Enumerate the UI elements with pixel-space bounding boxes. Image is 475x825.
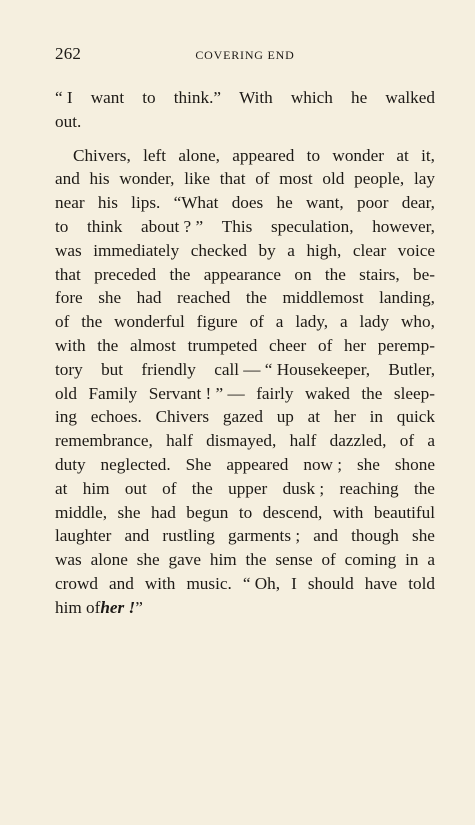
word: the <box>81 312 103 332</box>
text-line <box>55 429 435 453</box>
word: want, <box>305 193 344 213</box>
text-line <box>55 263 435 287</box>
word: garments ; <box>228 526 301 546</box>
text-line <box>55 334 435 358</box>
word: to <box>238 502 253 522</box>
word: who, <box>401 312 435 332</box>
paragraph-1 <box>55 86 435 134</box>
word: gave <box>168 550 201 570</box>
word: now ; <box>303 454 343 474</box>
word: sleep- <box>393 383 435 403</box>
last-line-after: ” <box>135 597 143 617</box>
word: old <box>322 169 345 189</box>
word: she <box>117 502 141 522</box>
word: with <box>144 573 176 593</box>
word: “What <box>173 193 219 213</box>
word: neglected. <box>100 454 171 474</box>
text-line <box>55 548 435 572</box>
word: echoes. <box>90 407 142 427</box>
word: a <box>275 312 284 332</box>
word: his <box>89 169 110 189</box>
word: walked <box>385 88 435 107</box>
word: does <box>231 193 264 213</box>
word: Servant ! ” — <box>148 383 245 403</box>
word: of <box>55 312 70 332</box>
word: about ? ” <box>141 216 204 236</box>
word: high, <box>306 240 342 260</box>
word: rustling <box>162 526 215 546</box>
word: up <box>276 407 294 427</box>
word: crowd <box>55 573 98 593</box>
word: call — “ Housekeeper, <box>214 359 371 379</box>
word: in <box>369 407 383 427</box>
word: be- <box>413 264 435 284</box>
word: that <box>219 169 246 189</box>
word: almost <box>130 335 176 355</box>
last-line-emphasis: her ! <box>100 597 136 617</box>
word: him <box>209 550 237 570</box>
word: of <box>321 550 336 570</box>
word: appeared <box>226 454 289 474</box>
word: Butler, <box>388 359 435 379</box>
word: shone <box>394 454 435 474</box>
word: sense <box>275 550 313 570</box>
word: speculation, <box>270 216 354 236</box>
word: a <box>427 431 435 451</box>
word: With <box>239 88 273 107</box>
text-line <box>55 167 435 191</box>
word: reaching <box>339 478 399 498</box>
word: she <box>98 288 122 308</box>
text-line <box>55 110 435 134</box>
word: trumpeted <box>187 335 258 355</box>
text-line <box>55 453 435 477</box>
page-number: 262 <box>55 44 82 63</box>
word: alone, <box>178 145 220 165</box>
paragraph-2-last-line <box>55 596 435 620</box>
word: near <box>55 193 85 213</box>
word: Chivers, <box>73 145 131 165</box>
word: him <box>82 478 110 498</box>
text-line <box>55 405 435 429</box>
word: Family <box>88 383 138 403</box>
word: begun <box>186 502 229 522</box>
word: with <box>55 335 86 355</box>
text-line <box>55 477 435 501</box>
word: dusk ; <box>282 478 325 498</box>
word: the <box>413 478 435 498</box>
word: dazzled, <box>329 431 387 451</box>
word: upper <box>228 478 268 498</box>
word: half <box>166 431 193 451</box>
word: but <box>101 359 124 379</box>
word: however, <box>372 216 435 236</box>
word: dear, <box>401 193 435 213</box>
word: told <box>408 573 435 593</box>
word: should <box>307 573 354 593</box>
word: immediately <box>93 240 180 260</box>
word: the <box>324 264 346 284</box>
word: of <box>162 478 177 498</box>
word: and <box>124 526 150 546</box>
word: middle, <box>55 502 108 522</box>
body-text <box>55 86 435 620</box>
word: laughter <box>55 526 112 546</box>
word: to <box>306 145 321 165</box>
word: half <box>289 431 317 451</box>
last-line-before: him of <box>55 597 101 617</box>
text-line <box>55 286 435 310</box>
word: have <box>364 573 398 593</box>
word: lips. <box>131 193 161 213</box>
text-line <box>55 501 435 525</box>
word: in <box>405 550 419 570</box>
word: beautiful <box>373 502 435 522</box>
paragraph-2-lines <box>55 144 435 596</box>
word: dismayed, <box>206 431 277 451</box>
word: voice <box>397 240 435 260</box>
word: appearance <box>203 264 282 284</box>
word: her <box>333 407 356 427</box>
word: of <box>255 169 270 189</box>
word: coming <box>344 550 397 570</box>
word: had <box>136 288 162 308</box>
word: with <box>332 502 364 522</box>
word: checked <box>190 240 248 260</box>
word: her <box>344 335 366 355</box>
word: to <box>55 216 69 236</box>
word: by <box>258 240 276 260</box>
word: friendly <box>141 359 196 379</box>
word: on <box>294 264 312 284</box>
word: lady, <box>295 312 329 332</box>
word: peremp- <box>377 335 435 355</box>
word: at <box>55 478 68 498</box>
word: the <box>361 383 383 403</box>
text-line <box>55 572 435 596</box>
word: remembrance, <box>55 431 153 451</box>
word: and <box>313 526 339 546</box>
word: gazed <box>222 407 263 427</box>
word: think <box>87 216 123 236</box>
word: “ Oh, <box>242 573 281 593</box>
word: the <box>245 550 267 570</box>
word: to <box>142 88 156 107</box>
word: of <box>399 431 415 451</box>
word: cheer <box>269 335 307 355</box>
word: that <box>55 264 81 284</box>
word: a <box>287 240 295 260</box>
word: tory <box>55 359 83 379</box>
word: a <box>427 550 435 570</box>
word: at <box>307 407 321 427</box>
word: of <box>249 312 264 332</box>
word: want <box>90 88 125 107</box>
word: lay <box>413 169 435 189</box>
word: fairly <box>256 383 294 403</box>
text-line <box>55 239 435 263</box>
word: he <box>350 88 368 107</box>
word: quick <box>396 407 435 427</box>
text-line <box>55 144 435 168</box>
text-line <box>55 382 435 406</box>
word: a <box>340 312 348 332</box>
word: alone <box>90 550 128 570</box>
text-line <box>55 358 435 382</box>
word: though <box>351 526 399 546</box>
word: figure <box>196 312 238 332</box>
running-title: COVERING END <box>195 48 295 62</box>
word: wonder, <box>119 169 175 189</box>
word: descend, <box>262 502 323 522</box>
word: “ I <box>55 88 73 107</box>
word: think.” <box>173 88 221 107</box>
text-line <box>55 191 435 215</box>
word: the <box>191 478 213 498</box>
word: out <box>124 478 147 498</box>
word: which <box>290 88 333 107</box>
text-line <box>55 86 435 110</box>
word: fore <box>55 288 83 308</box>
word: music. <box>186 573 232 593</box>
word: reached <box>176 288 231 308</box>
word: like <box>184 169 210 189</box>
word: landing, <box>379 288 435 308</box>
word: the <box>97 335 119 355</box>
word: he <box>276 193 293 213</box>
word: of <box>317 335 333 355</box>
text-line <box>55 524 435 548</box>
word: it, <box>421 145 435 165</box>
page-header <box>55 44 435 68</box>
word: lady <box>359 312 390 332</box>
word: preceded <box>94 264 157 284</box>
word: Chivers <box>155 407 210 427</box>
word: at <box>396 145 409 165</box>
word: she <box>136 550 160 570</box>
word: left <box>143 145 167 165</box>
text-line <box>55 215 435 239</box>
word: duty <box>55 454 86 474</box>
word: stairs, <box>359 264 400 284</box>
word: poor <box>356 193 389 213</box>
word: the <box>169 264 191 284</box>
word: wonder <box>332 145 384 165</box>
word: the <box>245 288 267 308</box>
word: This <box>221 216 253 236</box>
word: she <box>412 526 435 546</box>
word: waked <box>304 383 350 403</box>
word: She <box>185 454 212 474</box>
word: ing <box>55 407 77 427</box>
text-line <box>55 310 435 334</box>
word: was <box>55 550 82 570</box>
word: and <box>108 573 134 593</box>
paragraph-2 <box>55 144 435 620</box>
word: and <box>55 169 80 189</box>
word: old <box>55 383 77 403</box>
word: middlemost <box>282 288 364 308</box>
word: appeared <box>232 145 295 165</box>
word: was <box>55 240 82 260</box>
word: his <box>97 193 118 213</box>
paragraph-spacer <box>55 134 435 144</box>
word: people, <box>354 169 405 189</box>
word: most <box>279 169 313 189</box>
word: had <box>150 502 176 522</box>
word: wonderful <box>114 312 185 332</box>
word: I <box>291 573 297 593</box>
word: clear <box>352 240 387 260</box>
word: she <box>356 454 380 474</box>
word: out. <box>55 111 82 131</box>
